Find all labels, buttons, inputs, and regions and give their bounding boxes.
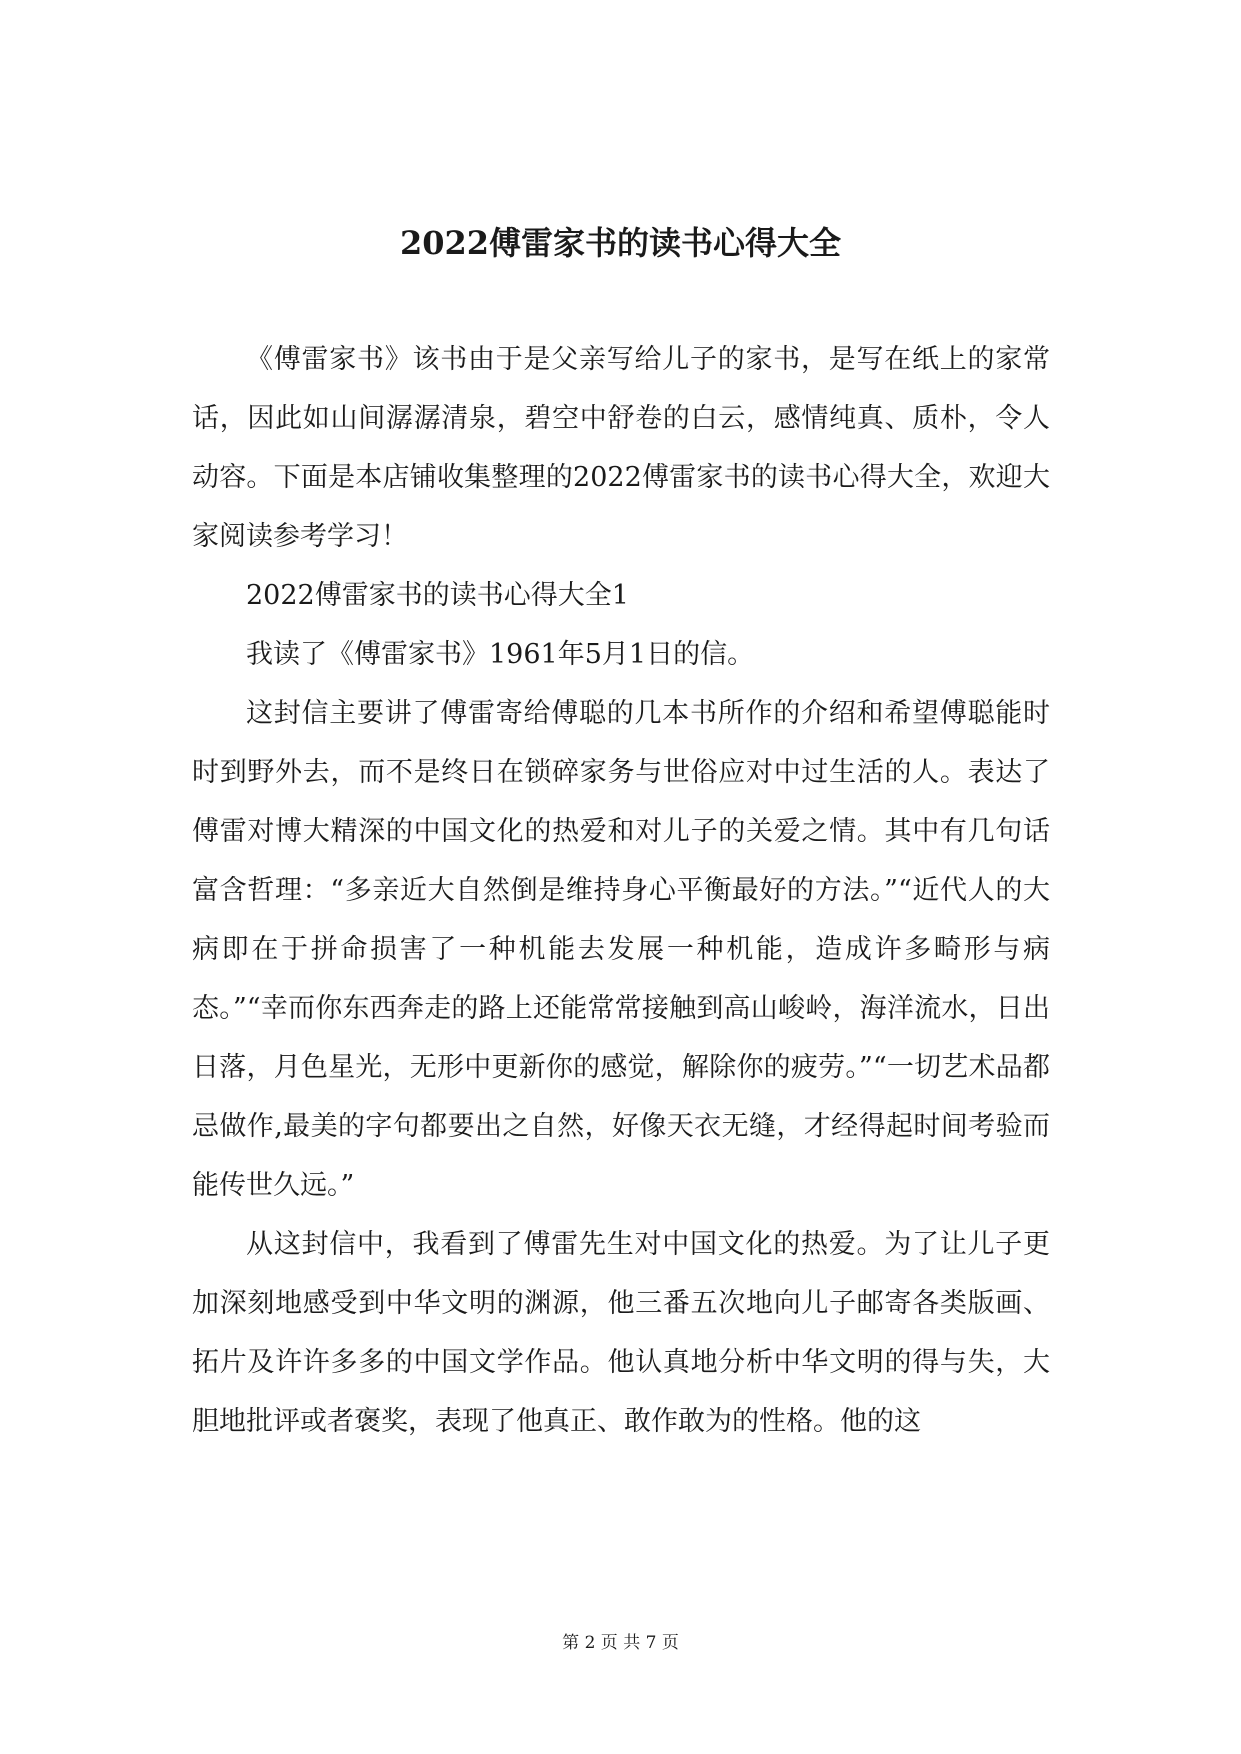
- document-title: 2022傅雷家书的读书心得大全: [399, 224, 842, 263]
- page-number-footer: 第 2 页 共 7 页: [562, 1633, 679, 1653]
- document-body: [192, 330, 1050, 1451]
- paragraph-intro: 《傅雷家书》该书由于是父亲写给儿子的家书，是写在纸上的家常话，因此如山间潺潺清泉，碧空中舒卷的白云，感情纯真、质朴，令人动容。下面是本店铺收集整理的2022傅雷家书的读书心得大全，欢迎大家阅读参考学习！: [192, 344, 1050, 552]
- paragraph-section-heading: 2022傅雷家书的读书心得大全1: [246, 580, 629, 611]
- paragraph: 我读了《傅雷家书》1961年5月1日的信。: [246, 639, 755, 670]
- paragraph: 这封信主要讲了傅雷寄给傅聪的几本书所作的介绍和希望傅聪能时时到野外去，而不是终日在锁碎家务与世俗应对中过生活的人。表达了傅雷对博大精深的中国文化的热爱和对儿子的关爱之情。其中有几句话富含哲理：“多亲近大自然倒是维持身心平衡最好的方法。”“近代人的大病即在于拼命损害了一种机能去发展一种机能，造成许多畸形与病态。”“幸而你东西奔走的路上还能常常接触到高山峻岭，海洋流水，日出日落，月色星光，无形中更新你的感觉，解除你的疲劳。”“一切艺术品都忌做作,最美的字句都要出之自然，好像天衣无缝，才经得起时间考验而能传世久远。”: [192, 698, 1050, 1201]
- paragraph: 从这封信中，我看到了傅雷先生对中国文化的热爱。为了让儿子更加深刻地感受到中华文明的渊源，他三番五次地向儿子邮寄各类版画、拓片及许许多多的中国文学作品。他认真地分析中华文明的得与失，大胆地批评或者褒奖，表现了他真正、敢作敢为的性格。他的这: [192, 1229, 1050, 1437]
